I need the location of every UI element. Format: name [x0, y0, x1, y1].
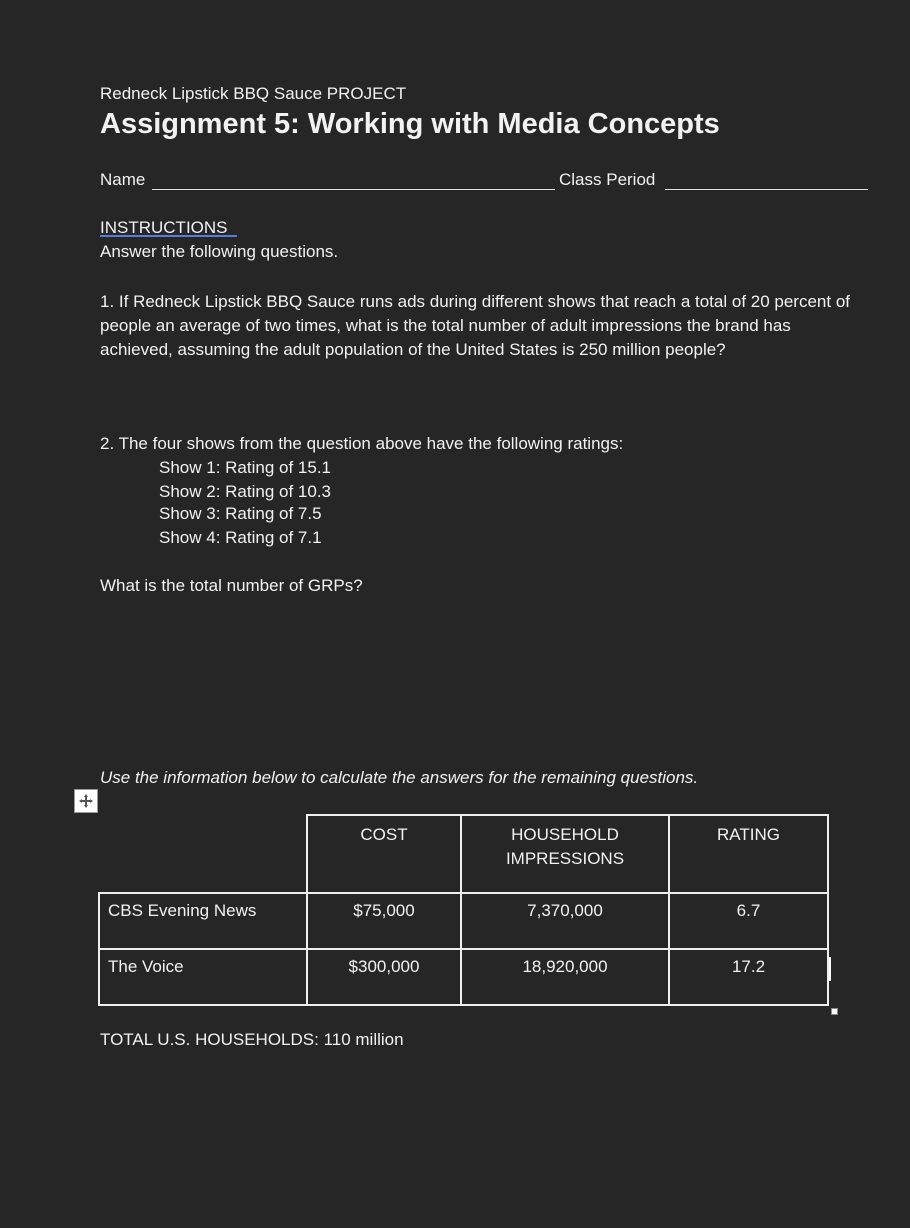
- header-rating-label: RATING: [717, 825, 780, 844]
- table-row: [99, 893, 828, 949]
- cell-program[interactable]: CBS Evening News: [99, 893, 307, 949]
- show-rating: Show 3: Rating of 7.5: [159, 504, 322, 523]
- name-field[interactable]: [152, 189, 555, 190]
- total-households: TOTAL U.S. HOUSEHOLDS: 110 million: [100, 1030, 404, 1049]
- instructions-text: Answer the following questions.: [100, 242, 339, 261]
- question-2-intro: 2. The four shows from the question above have the following ratings:: [100, 434, 624, 453]
- text-cursor: [829, 957, 831, 981]
- header-impressions-line2: IMPRESSIONS: [505, 849, 625, 868]
- table-header-empty[interactable]: [99, 815, 307, 893]
- table-header-cost[interactable]: [307, 815, 461, 893]
- class-period-label: Class Period: [559, 170, 656, 189]
- show-rating: Show 2: Rating of 10.3: [159, 482, 332, 501]
- instructions-heading: INSTRUCTIONS: [100, 218, 228, 237]
- table-header-rating[interactable]: [669, 815, 828, 893]
- question-1: 1. If Redneck Lipstick BBQ Sauce runs ads during different shows that reach a total of 20 percent of people an average of two times, what is the total number of adult impressions the brand has achieved, assuming the adult population of the United States is 250 million people?: [100, 292, 851, 359]
- table-row: [99, 949, 828, 1005]
- cell-impressions[interactable]: 7,370,000: [461, 893, 669, 949]
- resize-handle-icon[interactable]: [831, 1008, 838, 1015]
- move-icon: [78, 793, 94, 809]
- page-title: Assignment 5: Working with Media Concepts: [100, 108, 720, 140]
- class-period-field[interactable]: [665, 189, 868, 190]
- table-header-row: [99, 815, 828, 893]
- show-rating: Show 1: Rating of 15.1: [159, 458, 332, 477]
- table-header-impressions[interactable]: [461, 815, 669, 893]
- media-table[interactable]: [98, 814, 829, 1006]
- cell-cost[interactable]: $75,000: [307, 893, 461, 949]
- remaining-questions-intro: Use the information below to calculate the answers for the remaining questions.: [100, 768, 699, 787]
- header-impressions-line1: HOUSEHOLD: [511, 825, 619, 844]
- table-move-handle[interactable]: [74, 789, 98, 813]
- cell-rating[interactable]: 17.2: [669, 949, 828, 1005]
- project-label: Redneck Lipstick BBQ Sauce PROJECT: [100, 84, 407, 103]
- spellcheck-underline: [100, 235, 237, 237]
- question-2-followup: What is the total number of GRPs?: [100, 576, 363, 595]
- show-rating: Show 4: Rating of 7.1: [159, 528, 322, 547]
- header-cost-label: COST: [360, 825, 408, 844]
- name-label: Name: [100, 170, 146, 189]
- cell-program[interactable]: The Voice: [99, 949, 307, 1005]
- cell-cost[interactable]: $300,000: [307, 949, 461, 1005]
- cell-impressions[interactable]: 18,920,000: [461, 949, 669, 1005]
- cell-rating[interactable]: 6.7: [669, 893, 828, 949]
